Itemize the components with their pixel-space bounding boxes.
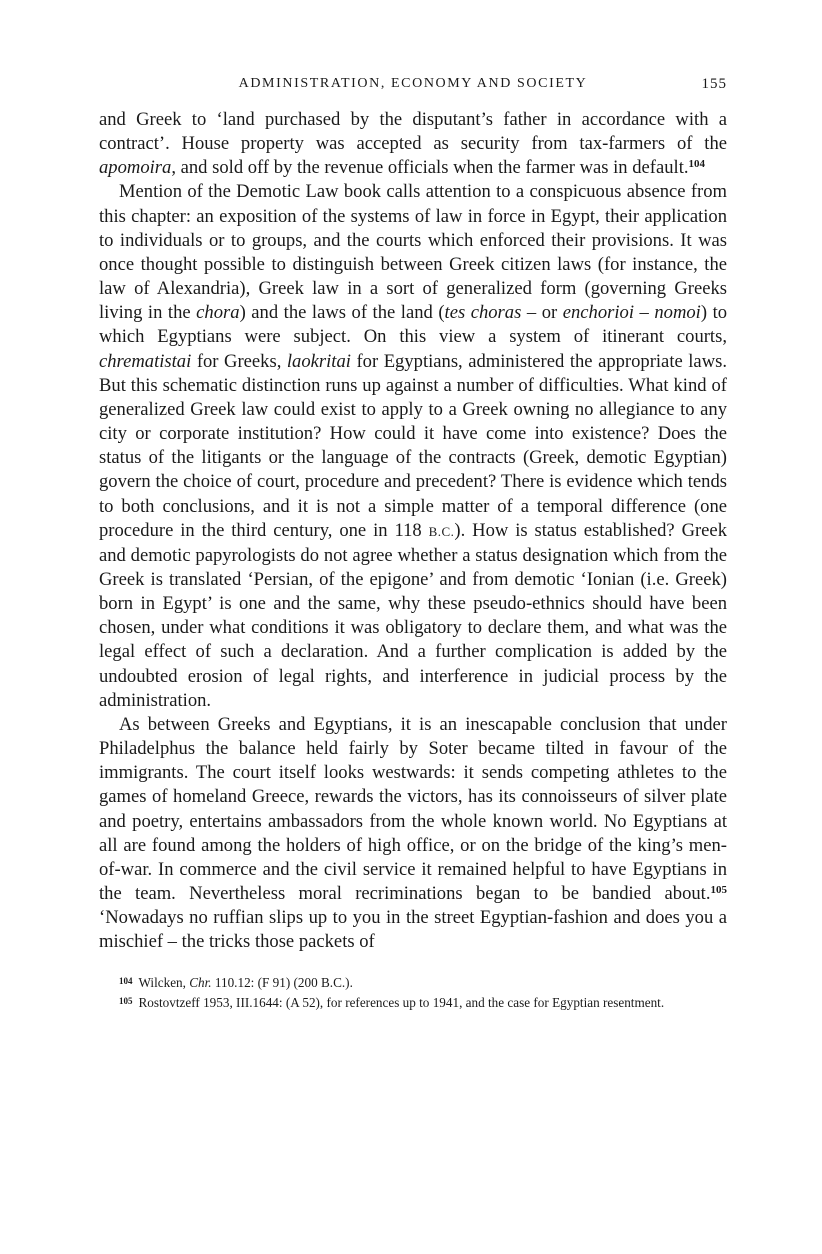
footnote-text: Wilcken, (138, 975, 190, 991)
text-run: ‘Nowadays no ruffian slips up to you in the street Egyptian-fashion and does you a mischief – the tricks those packets of (99, 907, 727, 953)
italic-term: chrematistai (99, 350, 192, 372)
page-number: 155 (701, 76, 727, 92)
text-run: ) to which Egyptians were subject. On this view a system of itinerant courts, (99, 302, 728, 348)
running-title: ADMINISTRATION, ECONOMY AND SOCIETY (238, 76, 588, 91)
text-run: ) and the laws of the land ( (239, 302, 445, 324)
italic-term: apomoira (99, 157, 172, 179)
italic-term: chora (196, 302, 240, 324)
footnote-marker: 105 (710, 884, 727, 896)
footnote-text: Rostovtzeff 1953, III.1644: (A 52), for references up to 1941, and the case for Egyptian resentment. (138, 995, 665, 1011)
paragraph (99, 180, 727, 712)
italic-term: tes choras (444, 302, 522, 324)
small-caps-date: B.C. (428, 523, 455, 539)
text-run: – or (521, 302, 563, 324)
text-run: ). How is status established? Greek and demotic papyrologists do not agree whether a status designation which from the Greek is translated ‘Persian, of the epigone’ and from demotic ‘Ionian (i.e. Greek) born in Egypt’ is one and the same, why these pseudo-ethnics should have been chosen, under what conditions it was obligatory to declare them, and what was the legal effect of such a declaration. And a further complication is added by the undoubted erosion of legal rights, and interference in judicial process by the administration. (99, 519, 727, 711)
text-run: Mention of the Demotic Law book calls attention to a conspicuous absence from this chapter: an exposition of the systems of law in force in Egypt, their application to individuals or to groups, and the courts which enforced their provisions. It was once thought possible to distinguish between Greek citizen laws (for instance, the law of Alexandria), Greek law in a sort of generalized form (governing Greeks living in the (99, 181, 727, 324)
text-run: for Greeks, (191, 350, 287, 372)
footnotes (99, 972, 727, 1012)
running-head (99, 76, 727, 98)
book-page (99, 76, 727, 1012)
body-text (99, 108, 727, 954)
paragraph (99, 108, 727, 180)
footnote-number: 104 (119, 976, 133, 987)
footnote-text: 110.12: (F 91) (200 B.C.). (211, 975, 353, 991)
text-run: and Greek to ‘land purchased by the disputant’s father in accordance with a contract’. House property was accepted as security from tax-farmers of the (99, 109, 727, 155)
footnote-marker: 104 (688, 158, 706, 171)
footnote-number: 105 (119, 996, 133, 1007)
italic-term: enchorioi – nomoi (562, 302, 701, 324)
paragraph (99, 713, 727, 955)
text-run: As between Greeks and Egyptians, it is an inescapable conclusion that under Philadelphus the balance held fairly by Soter became tilted in favour of the immigrants. The court itself looks westwards: it sends competing athletes to the games of homeland Greece, rewards the victors, has its connoisseurs of silver plate and poetry, entertains ambassadors from the whole known world. No Egyptians at all are found among the holders of high office, or on the bridge of the king’s men-of-war. In commerce and the civil service it remained helpful to have Egyptians in the team. Nevertheless moral recriminations began to be bandied about. (99, 713, 727, 904)
text-run: , and sold off by the revenue officials when the farmer was in default. (171, 157, 689, 179)
text-run: for Egyptians, administered the appropriate laws. But this schematic distinction runs up against a number of difficulties. What kind of generalized Greek law could exist to apply to a Greek owning no allegiance to any city or corporate institution? How could it have come into existence? Does the status of the litigants or the language of the contracts (Greek, demotic Egyptian) govern the choice of court, procedure and precedent? There is evidence which tends to both conclusions, and it is not a simple matter of a temporal difference (one procedure in the third century, one in 118 (99, 350, 728, 541)
footnote (99, 992, 727, 1012)
italic-term: Chr. (189, 975, 212, 991)
italic-term: laokritai (286, 350, 351, 372)
footnote (99, 972, 727, 992)
